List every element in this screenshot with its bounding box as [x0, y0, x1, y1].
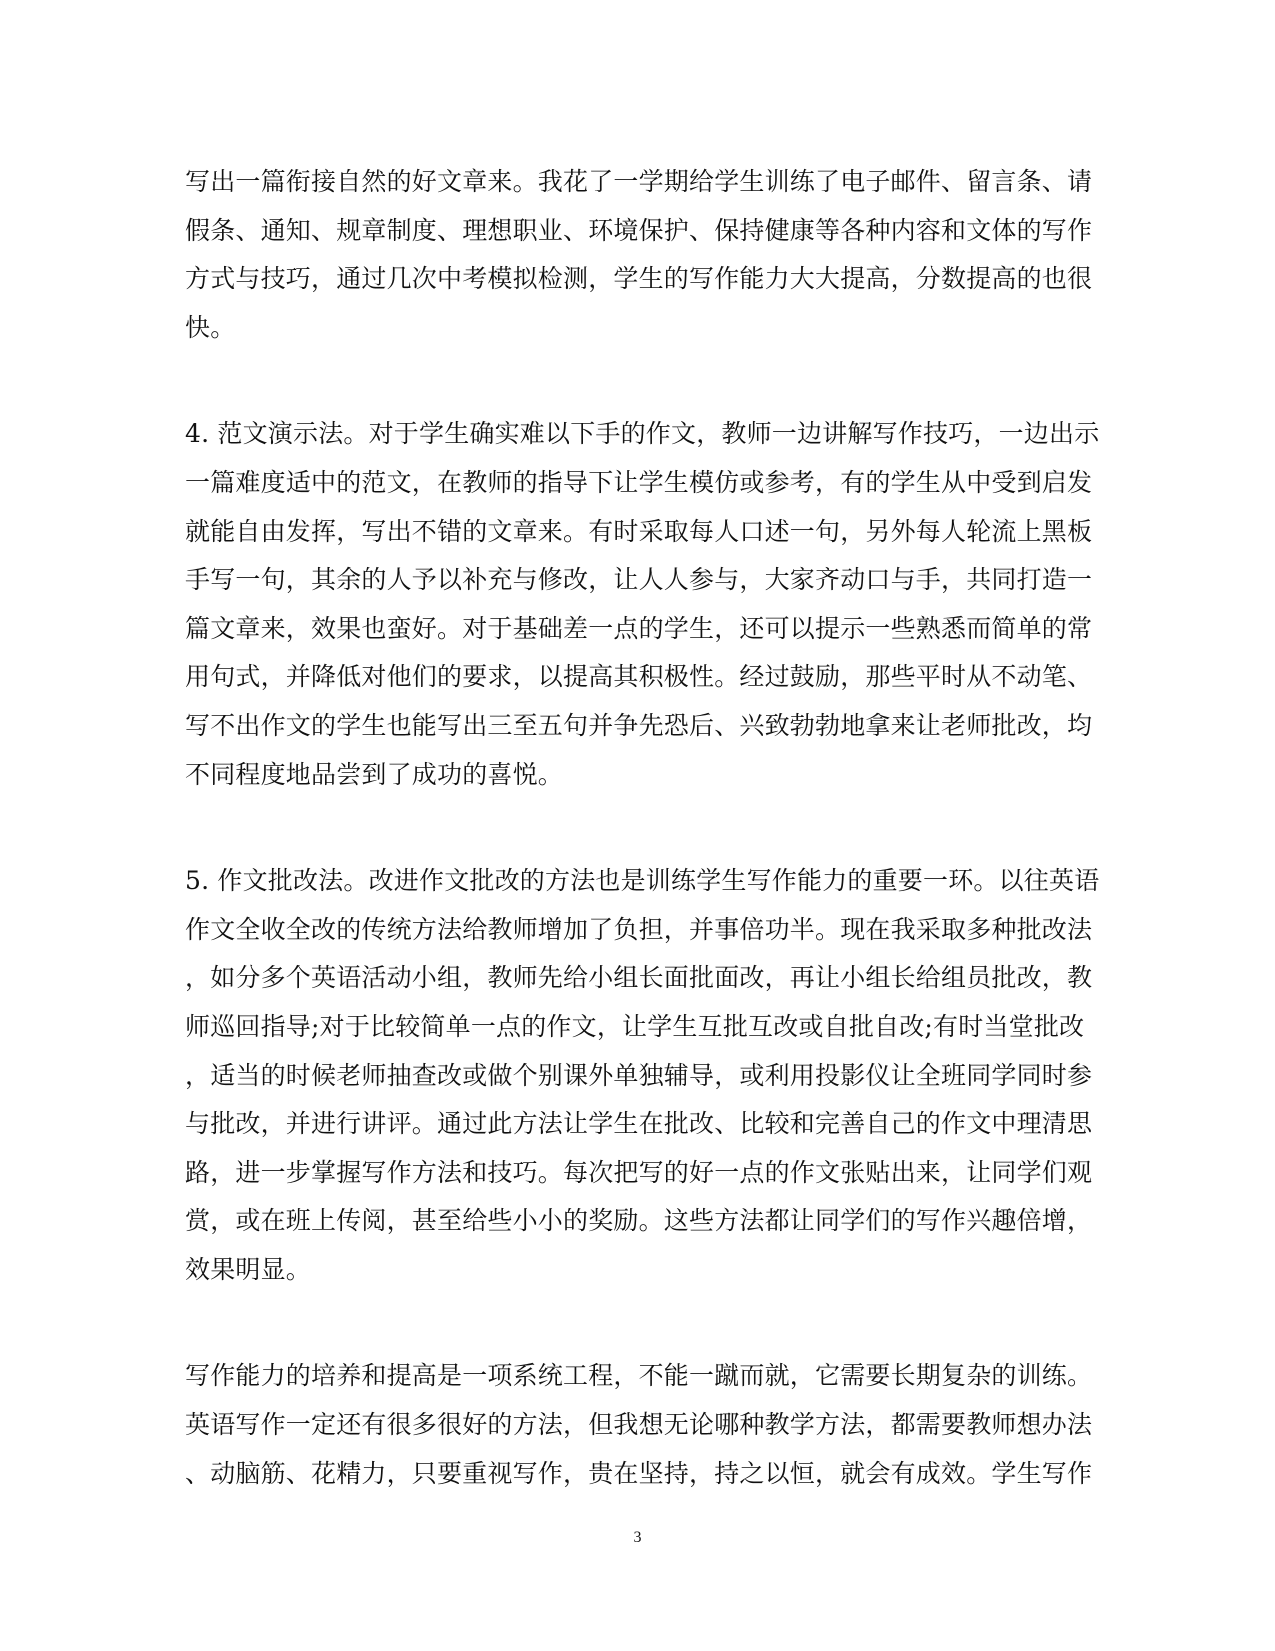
text-line: 不同程度地品尝到了成功的喜悦。	[185, 759, 564, 789]
text-line: ，如分多个英语活动小组，教师先给小组长面批面改，再让小组长给组员批改，教	[185, 963, 1093, 993]
text-line: 4. 范文演示法。对于学生确实难以下手的作文，教师一边讲解写作技巧，一边出示	[185, 419, 1100, 449]
paragraph-3	[185, 857, 1100, 1294]
text-line: 作文全收全改的传统方法给教师增加了负担，并事倍功半。现在我采取多种批改法	[185, 914, 1093, 944]
text-line: ，适当的时候老师抽查改或做个别课外单独辅导，或利用投影仪让全班同学同时参	[185, 1060, 1093, 1090]
text-line: 路，进一步掌握写作方法和技巧。每次把写的好一点的作文张贴出来，让同学们观	[185, 1157, 1093, 1187]
text-line: 写作能力的培养和提高是一项系统工程，不能一蹴而就，它需要长期复杂的训练。	[185, 1361, 1093, 1391]
body-text	[185, 158, 1100, 1556]
text-line: 写出一篇衔接自然的好文章来。我花了一学期给学生训练了电子邮件、留言条、请	[185, 167, 1093, 196]
paragraph-4	[185, 1352, 1093, 1498]
text-line: 赏，或在班上传阅，甚至给些小小的奖励。这些方法都让同学们的写作兴趣倍增，	[185, 1206, 1093, 1236]
paragraph-2	[185, 410, 1100, 799]
text-line: 效果明显。	[185, 1254, 312, 1284]
text-line: 、动脑筋、花精力，只要重视写作，贵在坚持，持之以恒，就会有成效。学生写作	[185, 1458, 1093, 1488]
text-line: 就能自由发挥，写出不错的文章来。有时采取每人口述一句，另外每人轮流上黑板	[185, 516, 1093, 546]
text-line: 方式与技巧，通过几次中考模拟检测，学生的写作能力大大提高，分数提高的也很	[185, 264, 1093, 294]
text-line: 快。	[185, 312, 236, 342]
text-line: 假条、通知、规章制度、理想职业、环境保护、保持健康等各种内容和文体的写作	[185, 215, 1093, 245]
paragraph-1	[185, 158, 1093, 352]
text-line: 用句式，并降低对他们的要求，以提高其积极性。经过鼓励，那些平时从不动笔、	[185, 662, 1093, 692]
text-line: 写不出作文的学生也能写出三至五句并争先恐后、兴致勃勃地拿来让老师批改，均	[185, 710, 1093, 740]
text-line: 师巡回指导;对于比较简单一点的作文，让学生互批互改或自批自改;有时当堂批改	[185, 1011, 1085, 1041]
text-line: 5. 作文批改法。改进作文批改的方法也是训练学生写作能力的重要一环。以往英语	[185, 866, 1100, 896]
text-line: 一篇难度适中的范文，在教师的指导下让学生模仿或参考，有的学生从中受到启发	[185, 467, 1093, 497]
page-number: 3	[633, 1529, 642, 1546]
text-line: 篇文章来，效果也蛮好。对于基础差一点的学生，还可以提示一些熟悉而简单的常	[185, 613, 1093, 643]
text-line: 英语写作一定还有很多很好的方法，但我想无论哪种教学方法，都需要教师想办法	[185, 1410, 1093, 1440]
text-line: 与批改，并进行讲评。通过此方法让学生在批改、比较和完善自己的作文中理清思	[185, 1109, 1093, 1139]
text-line: 手写一句，其余的人予以补充与修改，让人人参与，大家齐动口与手，共同打造一	[185, 565, 1093, 595]
